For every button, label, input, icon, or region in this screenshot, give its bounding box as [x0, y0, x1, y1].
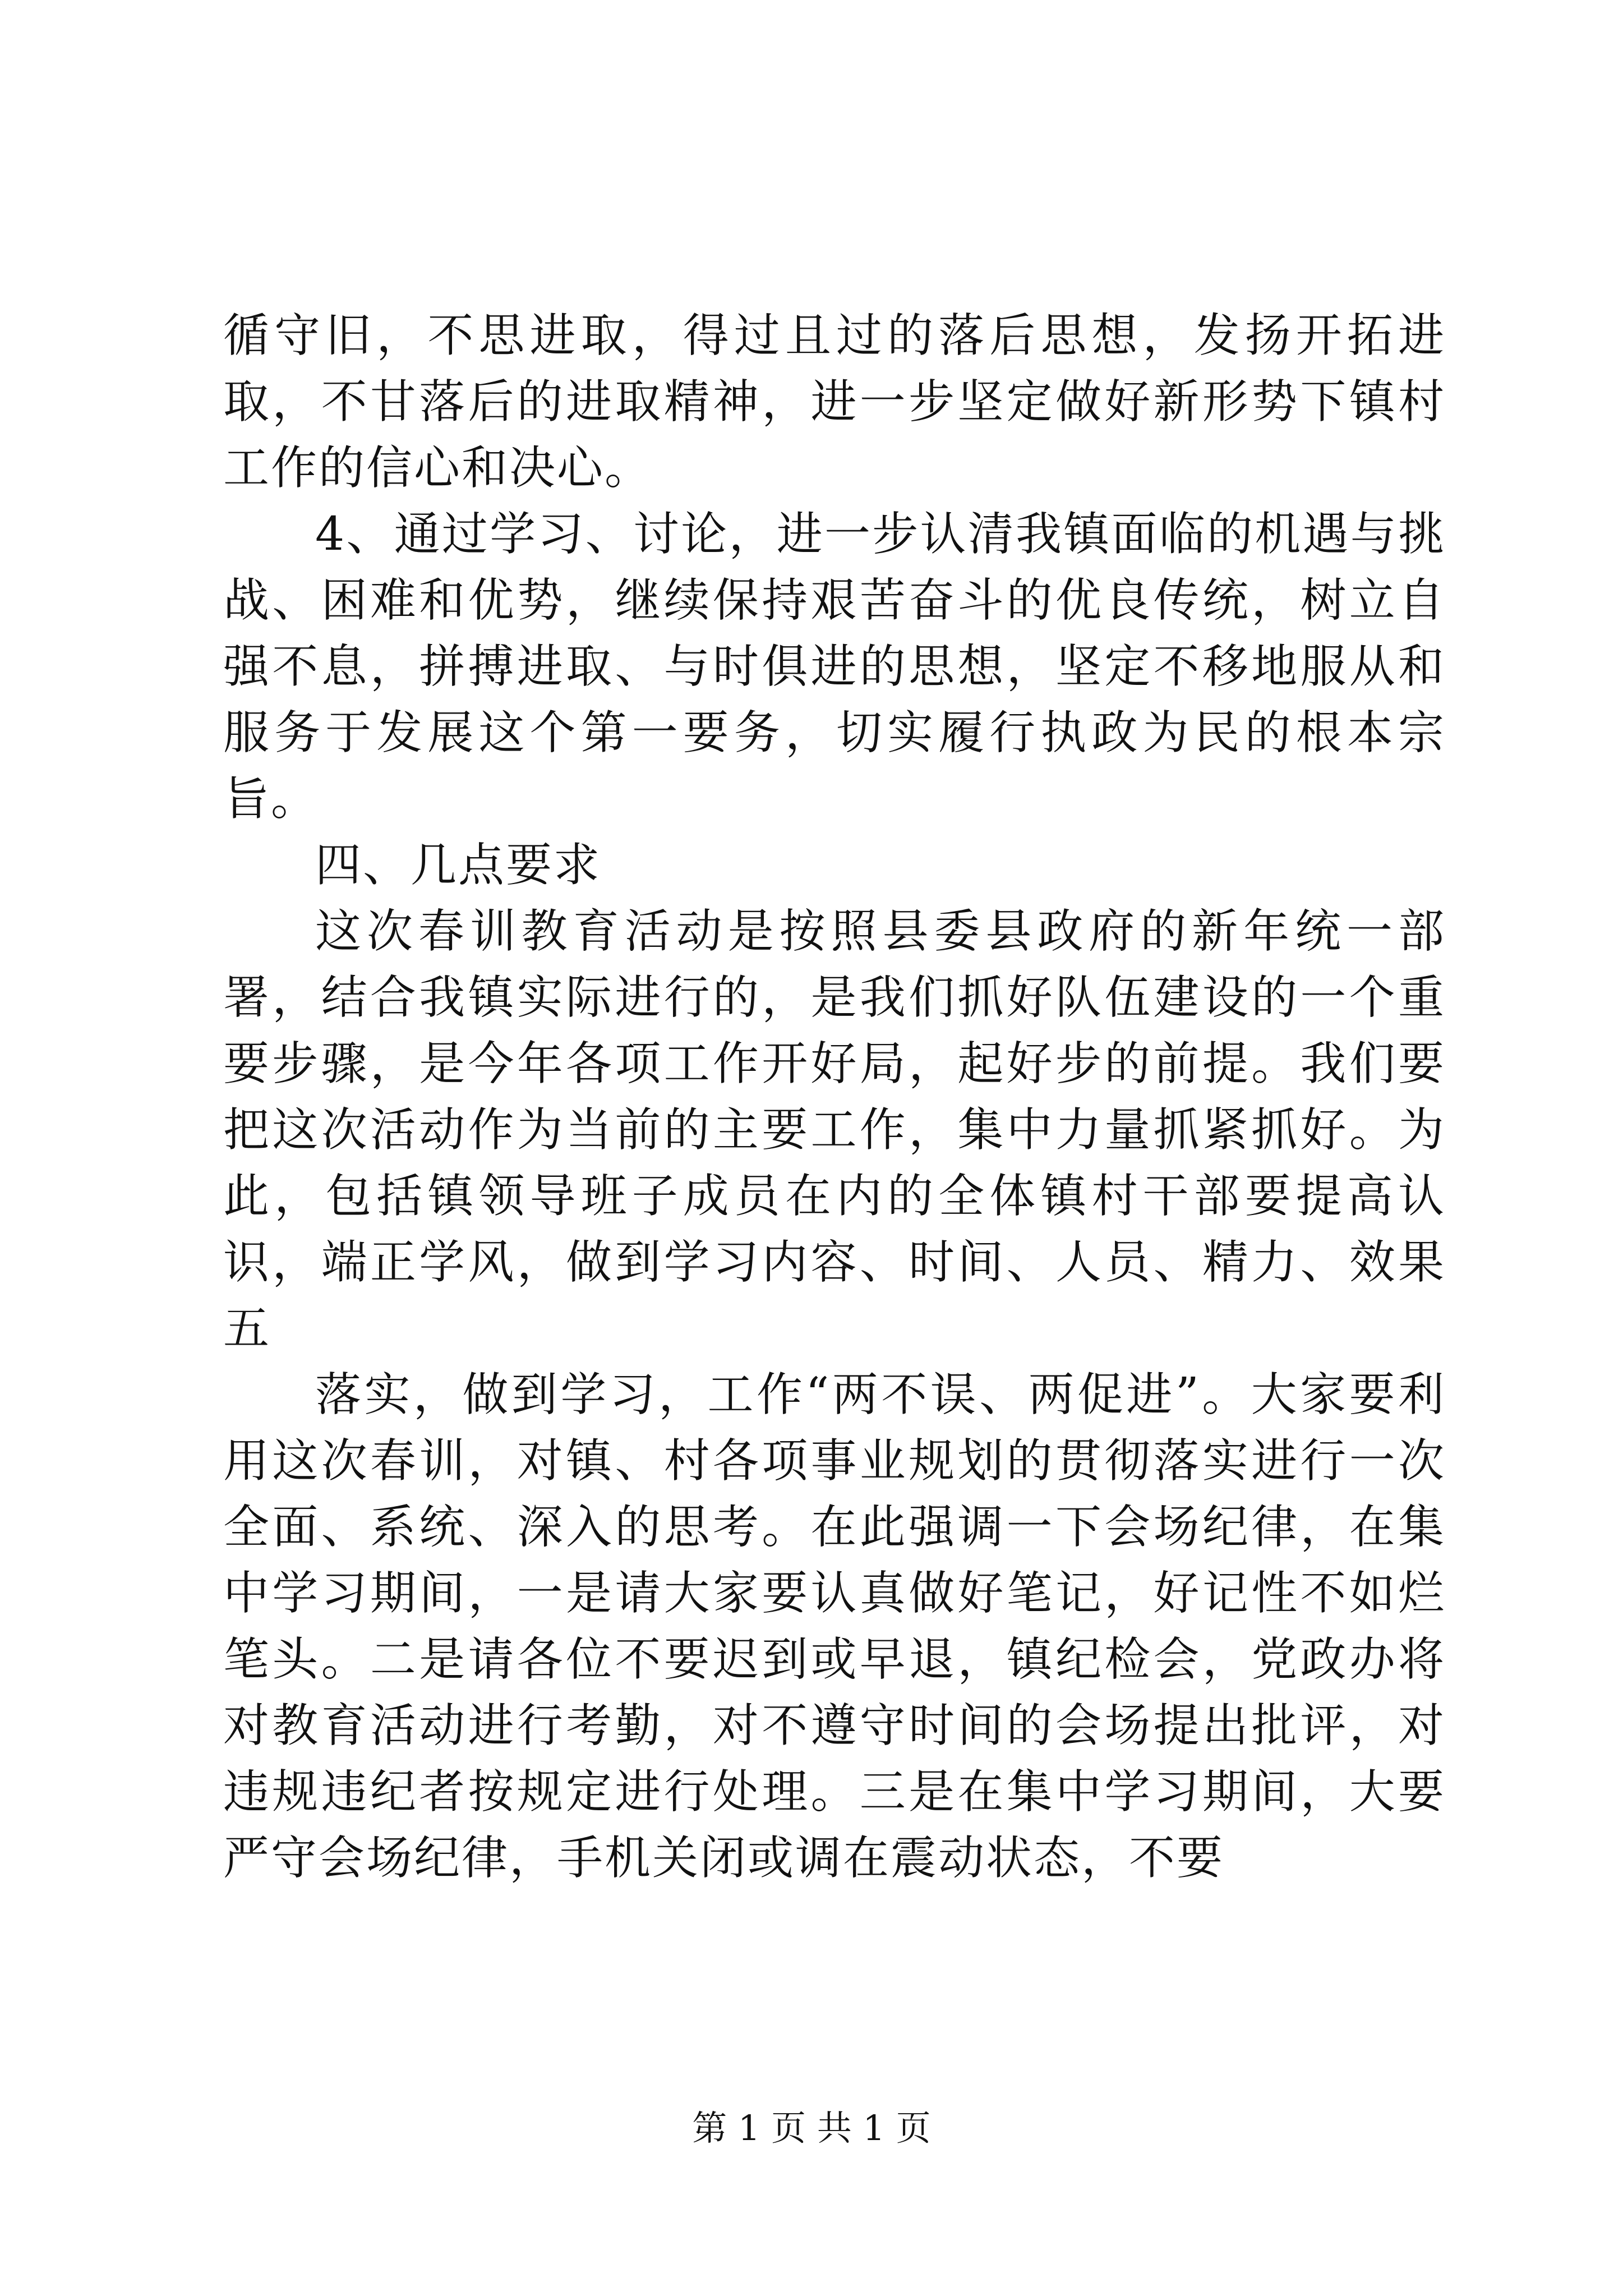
paragraph-item-4: 4、通过学习、讨论，进一步认清我镇面临的机遇与挑战、困难和优势，继续保持艰苦奋斗的优良传统，树立自强不息，拼搏进取、与时俱进的思想，坚定不移地服从和服务于发展这个第一要务，切实履行执政为民的根本宗旨。: [223, 508, 1446, 826]
paragraph-continuation: 循守旧，不思进取，得过且过的落后思想，发扬开拓进取，不甘落后的进取精神，进一步坚定做好新形势下镇村工作的信心和决心。: [223, 309, 1446, 495]
body-text: [223, 303, 1446, 1892]
section-heading-requirements: 四、几点要求: [315, 839, 602, 892]
paragraph-training-overview: 这次春训教育活动是按照县委县政府的新年统一部署，结合我镇实际进行的，是我们抓好队伍建设的一个重要步骤，是今年各项工作开好局，起好步的前提。我们要把这次活动作为当前的主要工作，集中力量抓紧抓好。为此，包括镇领导班子成员在内的全体镇村干部要提高认识，端正学风，做到学习内容、时间、人员、精力、效果五: [223, 905, 1446, 1355]
paragraph-discipline: 落实，做到学习，工作“两不误、两促进”。大家要利用这次春训，对镇、村各项事业规划的贯彻落实进行一次全面、系统、深入的思考。在此强调一下会场纪律，在集中学习期间，一是请大家要认真做好笔记，好记性不如烂笔头。二是请各位不要迟到或早退，镇纪检会，党政办将对教育活动进行考勤，对不遵守时间的会场提出批评，对违规违纪者按规定进行处理。三是在集中学习期间，大要严守会场纪律，手机关闭或调在震动状态，不要: [223, 1368, 1446, 1885]
page-footer: 第 1 页 共 1 页: [692, 2108, 931, 2148]
